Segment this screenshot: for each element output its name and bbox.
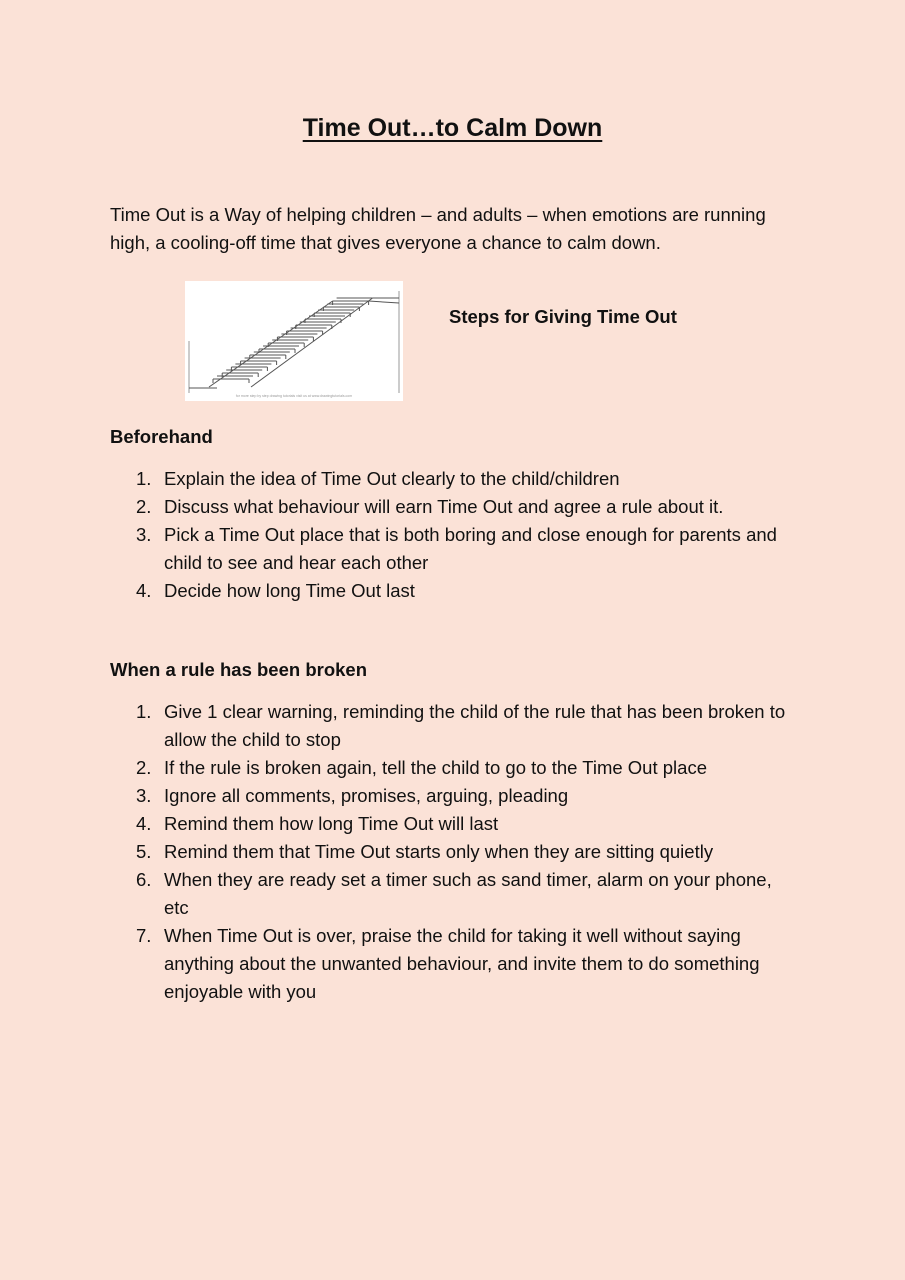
image-caption: for more step by step drawing tutorials visit us at www.drawingtutorials.com bbox=[235, 394, 353, 398]
list-item-text: If the rule is broken again, tell the child to go to the Time Out place bbox=[164, 757, 707, 778]
list-item-text: When Time Out is over, praise the child for taking it well without saying anything about the unwanted behaviour, and invite them to do something enjoyable with you bbox=[164, 925, 760, 1002]
list-number: 4. bbox=[136, 813, 152, 834]
list-item bbox=[110, 782, 800, 810]
list-number: 2. bbox=[136, 496, 152, 517]
list-item bbox=[110, 493, 800, 521]
list-number: 3. bbox=[136, 785, 152, 806]
list-item bbox=[110, 577, 800, 605]
steps-heading: Steps for Giving Time Out bbox=[449, 306, 677, 327]
list-number: 3. bbox=[136, 524, 152, 545]
list-item bbox=[110, 521, 800, 577]
list-item bbox=[110, 922, 800, 1006]
list-item bbox=[110, 754, 800, 782]
list-item bbox=[110, 465, 800, 493]
list-number: 7. bbox=[136, 925, 152, 946]
list-item bbox=[110, 810, 800, 838]
list-item-text: Explain the idea of Time Out clearly to the child/children bbox=[164, 468, 620, 489]
list-number: 1. bbox=[136, 701, 152, 722]
list-item-text: Ignore all comments, promises, arguing, pleading bbox=[164, 785, 569, 806]
intro-paragraph: Time Out is a Way of helping children – and adults – when emotions are running high, a cooling-off time that gives everyone a chance to calm down. bbox=[110, 204, 766, 253]
list-number: 2. bbox=[136, 757, 152, 778]
list-number: 4. bbox=[136, 580, 152, 601]
rule-broken-list bbox=[110, 698, 800, 1006]
list-item-text: Pick a Time Out place that is both boring and close enough for parents and child to see and hear each other bbox=[164, 524, 777, 573]
list-item-text: When they are ready set a timer such as sand timer, alarm on your phone, etc bbox=[164, 869, 772, 918]
list-number: 6. bbox=[136, 869, 152, 890]
beforehand-list bbox=[110, 465, 800, 605]
list-item-text: Discuss what behaviour will earn Time Out and agree a rule about it. bbox=[164, 496, 724, 517]
rule-broken-heading: When a rule has been broken bbox=[110, 659, 368, 680]
list-item bbox=[110, 866, 800, 922]
list-number: 1. bbox=[136, 468, 152, 489]
staircase-drawing-image bbox=[185, 281, 403, 401]
list-item-text: Decide how long Time Out last bbox=[164, 580, 415, 601]
page-title: Time Out…to Calm Down bbox=[302, 114, 603, 142]
list-item-text: Remind them that Time Out starts only when they are sitting quietly bbox=[164, 841, 714, 862]
list-item-text: Give 1 clear warning, reminding the child of the rule that has been broken to allow the child to stop bbox=[164, 701, 786, 750]
list-item bbox=[110, 838, 800, 866]
list-item bbox=[110, 698, 800, 754]
staircase-icon bbox=[185, 281, 403, 401]
beforehand-heading: Beforehand bbox=[110, 426, 213, 447]
list-number: 5. bbox=[136, 841, 152, 862]
list-item-text: Remind them how long Time Out will last bbox=[164, 813, 499, 834]
